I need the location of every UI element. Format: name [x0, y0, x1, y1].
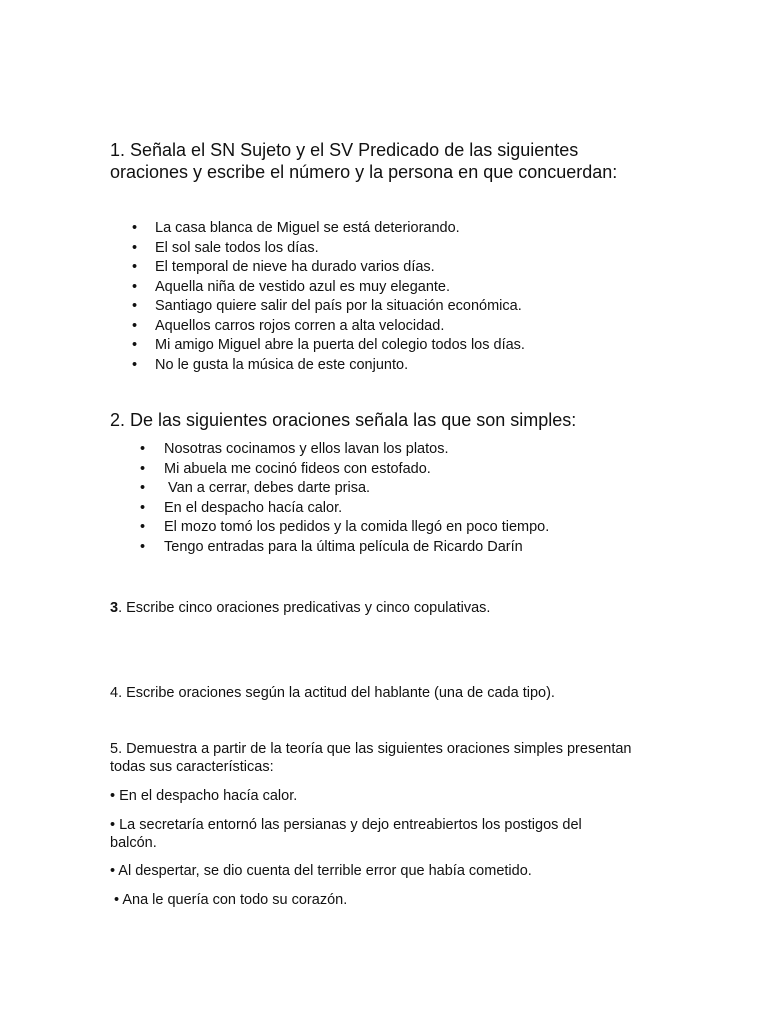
list-item: • No le gusta la música de este conjunto.	[110, 356, 670, 376]
question-3-text: 3. Escribe cinco oraciones predicativas y cinco copulativas.	[110, 600, 491, 616]
bullet-icon: •	[132, 278, 138, 295]
bullet-icon: •	[132, 356, 138, 373]
bullet-icon: •	[132, 259, 138, 275]
bullet-icon: •	[140, 538, 146, 555]
bullet-icon: •	[132, 298, 138, 314]
question-5	[110, 740, 650, 776]
list-item: • En el despacho hacía calor.	[110, 499, 670, 519]
bullet-icon: •	[132, 317, 138, 334]
list-item: • Aquellos carros rojos corren a alta velocidad.	[110, 317, 670, 337]
list-item: • Mi amigo Miguel abre la puerta del colegio todos los días.	[110, 336, 670, 356]
bullet-icon: •	[132, 239, 138, 256]
bullet-icon: •	[140, 480, 146, 496]
question-1-list	[110, 219, 670, 375]
question-2	[110, 409, 670, 431]
list-item: • Van a cerrar, debes darte prisa.	[110, 479, 670, 499]
list-item: • La casa blanca de Miguel se está deteriorando.	[110, 219, 670, 239]
bullet-icon: •	[140, 441, 146, 457]
list-item: • Al despertar, se dio cuenta del terrible error que había cometido.	[110, 863, 532, 879]
question-2-heading: 2. De las siguientes oraciones señala las que son simples:	[110, 410, 577, 430]
bullet-icon: •	[132, 337, 138, 353]
list-item: • En el despacho hacía calor.	[110, 788, 298, 804]
bullet-icon: •	[140, 499, 146, 516]
list-item: • Tengo entradas para la última película de Ricardo Darín	[110, 538, 670, 558]
question-2-list-wrap	[110, 440, 670, 557]
list-item: • El mozo tomó los pedidos y la comida llegó en poco tiempo.	[110, 518, 670, 538]
list-item: • Santiago quiere salir del país por la situación económica.	[110, 297, 670, 317]
bullet-icon: •	[132, 220, 138, 236]
question-1-list-wrap	[110, 219, 670, 375]
question-3-number: 3	[110, 600, 119, 616]
bullet-icon: •	[140, 460, 146, 477]
question-5-heading: 5. Demuestra a partir de la teoría que las siguientes oraciones simples presentan todas sus características:	[110, 741, 632, 775]
list-item: • Ana le quería con todo su corazón.	[110, 892, 348, 908]
question-4-text: 4. Escribe oraciones según la actitud del hablante (una de cada tipo).	[110, 685, 555, 701]
list-item: • Mi abuela me cocinó fideos con estofado.	[110, 460, 670, 480]
question-1	[110, 139, 650, 183]
question-2-list	[110, 440, 670, 557]
list-item: • Nosotras cocinamos y ellos lavan los platos.	[110, 440, 670, 460]
question-1-heading: 1. Señala el SN Sujeto y el SV Predicado de las siguientes oraciones y escribe el número y la persona en que concuerdan:	[110, 140, 618, 182]
list-item: • El sol sale todos los días.	[110, 239, 670, 259]
list-item: • La secretaría entornó las persianas y dejo entreabiertos los postigos del balcón.	[110, 817, 582, 851]
question-3	[110, 599, 670, 617]
list-item: • El temporal de nieve ha durado varios días.	[110, 258, 670, 278]
list-item: • Aquella niña de vestido azul es muy elegante.	[110, 278, 670, 298]
bullet-icon: •	[140, 519, 146, 535]
question-4	[110, 684, 670, 702]
